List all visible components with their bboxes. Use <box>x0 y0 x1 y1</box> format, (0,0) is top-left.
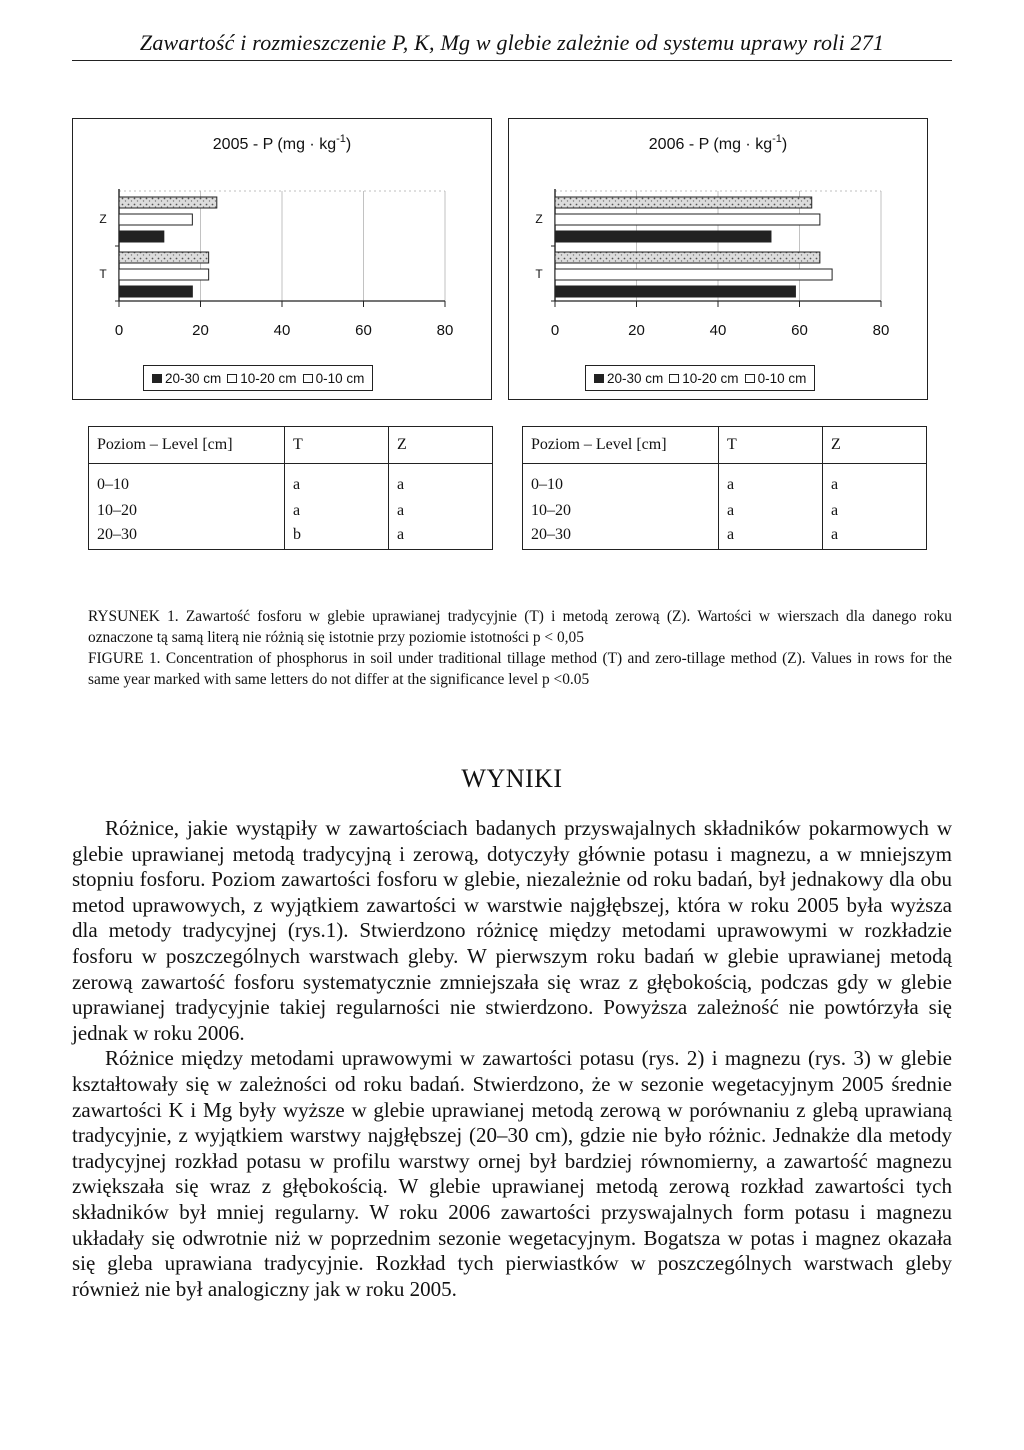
paragraph: Różnice między metodami uprawowymi w zawartości potasu (rys. 2) i magnezu (rys. 3) w glebie kształtowały się w zależności od roku badań. Stwierdzono, że w sezonie wegetacyjnym 2005 średnie zawartości K i Mg były wyższe w glebie uprawianej metodą zerową w porównaniu z glebą uprawianą tradycyjnie, z wyjątkiem warstwy najgłębszej (20–30 cm), gdzie nie było różnic. Jednakże dla metody tradycyjnej rozkład potasu w profilu warstwy ornej był bardziej równomierny, a zawartość magnezu zwiększała się wraz z głębokością. W glebie uprawianej metodą zerową rozkład zawartości tych składników był mniej regularny. W roku 2006 zawartości przyswajalnych form potasu i magnezu układały się odwrotnie niż w poprzednim sezonie wegetacyjnym. Bogatsza w potas i magnez okazała się gleba uprawiana tradycyjnie. Rozkład tych pierwiastków w poszczególnych warstwach gleby również nie był analogiczny jak w roku 2005. <box>72 1046 952 1301</box>
legend-swatch-speckled <box>303 374 313 383</box>
table-cell: 0–10 <box>523 464 719 501</box>
table-cell: 20–30 <box>523 524 719 549</box>
legend-label: 0-10 cm <box>757 370 807 386</box>
x-tick-label: 80 <box>436 322 454 339</box>
legend-label: 20-30 cm <box>165 370 222 386</box>
x-tick-label: 40 <box>709 322 727 339</box>
table-row <box>523 524 927 549</box>
legend-item-10-20 <box>669 371 738 386</box>
chart-panel-2006 <box>508 118 928 400</box>
x-tick-label: 80 <box>872 322 890 339</box>
table-row <box>89 500 493 524</box>
x-tick-label: 40 <box>273 322 291 339</box>
table-header-cell: Z <box>823 427 927 464</box>
legend-item-20-30 <box>594 371 663 386</box>
table-header-cell: Poziom – Level [cm] <box>89 427 285 464</box>
paragraph: Różnice, jakie wystąpiły w zawartościach badanych przyswajalnych składników pokarmowych w glebie uprawianej metodą tradycyjną i zerową, dotyczyły głównie potasu i magnezu, a w mniejszym stopniu fosforu. Poziom zawartości fosforu w glebie, niezależnie od roku badań, był jednakowy dla obu metod uprawowych, z wyjątkiem zawartości w warstwie najgłębszej, która w roku 2005 była wyższa dla metody tradycyjnej (rys.1). Stwierdzono różnicę między metodami uprawowymi w rozkładzie fosforu w poszczególnych warstwach gleby. W pierwszym roku badań w glebie uprawianej metodą zerową zawartość fosforu systematycznie zmniejszała się wraz z głębokością, podczas gdy w glebie uprawianej tradycyjnie takiej regularności nie stwierdzono. Powyższa zależność nie powtórzyła się jednak w roku 2006. <box>72 816 952 1045</box>
bar-20-30cm <box>119 286 192 297</box>
table-header-cell: T <box>719 427 823 464</box>
category-label: Z <box>535 212 543 226</box>
body-text <box>72 816 952 1302</box>
table-cell: a <box>719 500 823 524</box>
running-head: Zawartość i rozmieszczenie P, K, Mg w glebie zależnie od systemu uprawy roli 271 <box>139 30 885 55</box>
category-label: Z <box>99 212 107 226</box>
bar-0-10cm <box>555 197 812 208</box>
table-cell: 20–30 <box>89 524 285 549</box>
table-cell: a <box>285 464 389 501</box>
significance-table-2006 <box>522 426 927 550</box>
bar-20-30cm <box>555 231 771 242</box>
category-label: T <box>535 267 543 281</box>
table-header-row <box>523 427 927 464</box>
legend-swatch-dark <box>152 374 162 383</box>
table-cell: a <box>719 524 823 549</box>
category-label: T <box>99 267 107 281</box>
chart-2006 <box>509 119 927 399</box>
chart-title: 2006 - P $(mg \cdot kg^{-1})$ <box>648 133 788 153</box>
legend-item-0-10 <box>303 371 365 386</box>
legend-swatch-speckled <box>745 374 755 383</box>
chart-title-superscript: -1 <box>772 133 782 145</box>
x-tick-label: 0 <box>550 322 560 339</box>
bar-0-10cm <box>119 197 217 208</box>
chart-title-close: ) <box>345 136 352 153</box>
chart-title: 2005 - P $(mg \cdot kg^{-1})$ <box>212 133 352 153</box>
table-header-cell: Z <box>389 427 493 464</box>
legend-label: 10-20 cm <box>240 370 297 386</box>
chart-title-superscript: -1 <box>336 133 346 145</box>
section-title: WYNIKI <box>461 764 563 793</box>
bar-0-10cm <box>555 252 820 263</box>
chart-title-close: ) <box>781 136 788 153</box>
table-cell: 10–20 <box>89 500 285 524</box>
table-cell: 10–20 <box>523 500 719 524</box>
legend-label: 10-20 cm <box>682 370 739 386</box>
bar-10-20cm <box>119 269 209 280</box>
table-cell: a <box>389 500 493 524</box>
x-tick-label: 0 <box>114 322 124 339</box>
x-tick-label: 20 <box>192 322 209 339</box>
bar-20-30cm <box>555 286 795 297</box>
chart-2005 <box>73 119 491 399</box>
legend-swatch-light <box>227 374 237 383</box>
figure-caption <box>88 606 952 690</box>
table-header-row <box>89 427 493 464</box>
legend-item-0-10 <box>745 371 807 386</box>
legend-item-10-20 <box>227 371 296 386</box>
bar-20-30cm <box>119 231 164 242</box>
table-header-cell: Poziom – Level [cm] <box>523 427 719 464</box>
table-cell: b <box>285 524 389 549</box>
x-tick-label: 60 <box>791 322 808 339</box>
table-cell: a <box>389 464 493 501</box>
legend-label: 0-10 cm <box>315 370 365 386</box>
chart-legend-2005 <box>143 365 373 391</box>
table-cell: a <box>719 464 823 501</box>
table-cell: a <box>389 524 493 549</box>
x-tick-label: 60 <box>355 322 372 339</box>
table-header-cell: T <box>285 427 389 464</box>
table-row <box>89 524 493 549</box>
chart-panel-2005 <box>72 118 492 400</box>
legend-item-20-30 <box>152 371 221 386</box>
legend-label: 20-30 cm <box>607 370 664 386</box>
table-cell: a <box>823 464 927 501</box>
table-row <box>523 500 927 524</box>
table-row <box>89 464 493 501</box>
x-tick-label: 20 <box>628 322 645 339</box>
header-rule <box>72 60 952 61</box>
bar-10-20cm <box>555 214 820 225</box>
bar-0-10cm <box>119 252 209 263</box>
table-cell: a <box>823 500 927 524</box>
table-cell: a <box>823 524 927 549</box>
significance-table-2005 <box>88 426 493 550</box>
legend-swatch-light <box>669 374 679 383</box>
table-cell: 0–10 <box>89 464 285 501</box>
caption-english: FIGURE 1. Concentration of phosphorus in soil under traditional tillage method (T) and zero-tillage method (Z). Values in rows for the same year marked with same letters do not differ at the significance level p <0.05 <box>88 650 952 688</box>
bar-10-20cm <box>119 214 192 225</box>
table-row <box>523 464 927 501</box>
caption-polish: RYSUNEK 1. Zawartość fosforu w glebie uprawianej tradycyjnie (T) i metodą zerową (Z). Wartości w wierszach dla danego roku oznaczone tą samą literą nie różnią się istotnie przy poziomie istotności p < 0,05 <box>88 608 952 646</box>
bar-10-20cm <box>555 269 832 280</box>
chart-legend-2006 <box>585 365 815 391</box>
legend-swatch-dark <box>594 374 604 383</box>
table-cell: a <box>285 500 389 524</box>
